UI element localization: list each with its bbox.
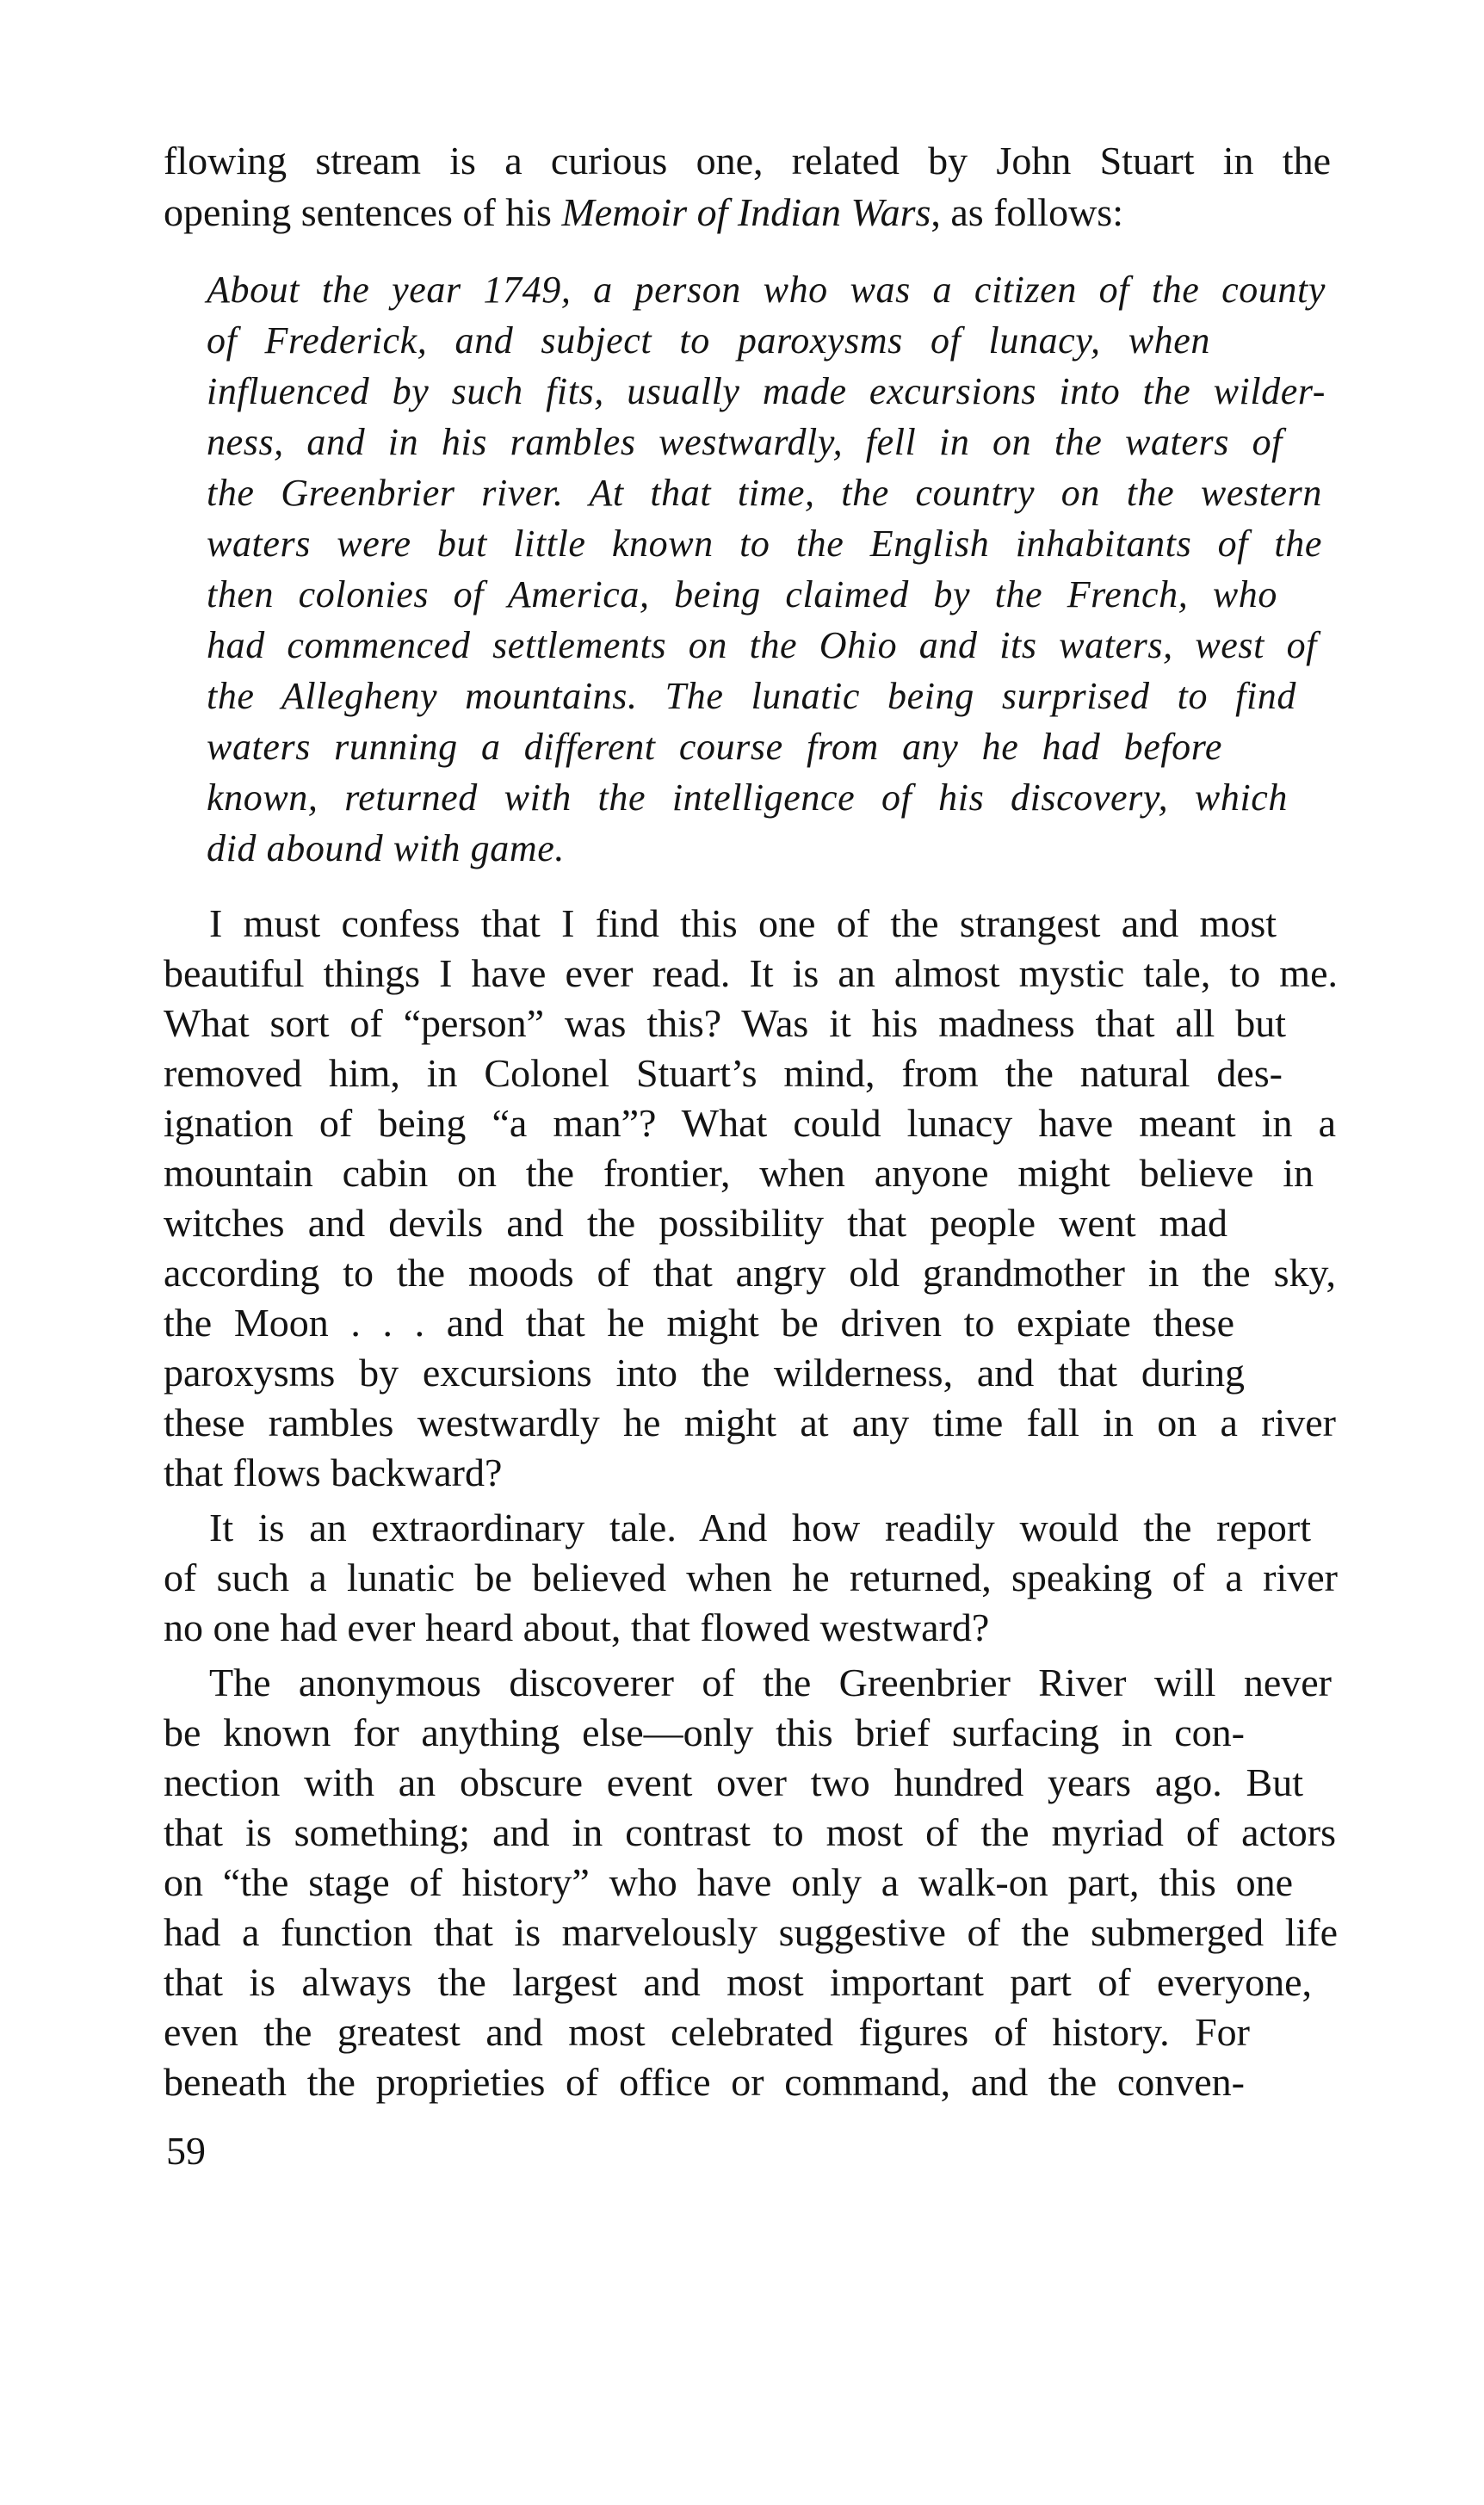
body-text-line: according to the moods of that angry old grandmother in the sky, [164, 1251, 1336, 1295]
quote-line: influenced by such fits, usually made excursions into the wilder- [207, 370, 1326, 412]
body-text-line: I must confess that I find this one of the strangest and most [209, 901, 1277, 945]
body-text-line: mountain cabin on the frontier, when anyone might believe in [164, 1151, 1314, 1195]
body-text-line: ignation of being “a man”? What could lunacy have meant in a [164, 1101, 1336, 1145]
body-text-line: that flows backward? [164, 1450, 503, 1494]
body-text-line: beneath the proprieties of office or command, and the conven- [164, 2060, 1245, 2104]
page-number: 59 [166, 2129, 206, 2173]
body-text-line: paroxysms by excursions into the wilderness, and that during [164, 1351, 1245, 1395]
quote-line: of Frederick, and subject to paroxysms of lunacy, when [207, 319, 1210, 362]
body-text-line: that is something; and in contrast to most of the myriad of actors [164, 1810, 1336, 1854]
body-text-line: of such a lunatic be believed when he returned, speaking of a river [164, 1556, 1338, 1599]
body-text-line: that is always the largest and most important part of everyone, [164, 1960, 1312, 2004]
body-text-line: witches and devils and the possibility that people went mad [164, 1201, 1227, 1245]
quote-line: the Allegheny mountains. The lunatic being surprised to find [207, 675, 1296, 717]
quote-line: ness, and in his rambles westwardly, fell in on the waters of [207, 421, 1283, 463]
body-text-line: The anonymous discoverer of the Greenbrier River will never [209, 1661, 1332, 1704]
body-text-line: It is an extraordinary tale. And how readily would the report [209, 1506, 1311, 1549]
book-title: Memoir of Indian Wars [561, 190, 931, 234]
quote-line: waters were but little known to the English inhabitants of the [207, 523, 1322, 565]
quote-line: then colonies of America, being claimed by the French, who [207, 573, 1277, 615]
body-text-line: the Moon . . . and that he might be driven to expiate these [164, 1301, 1234, 1345]
body-text-line: What sort of “person” was this? Was it his madness that all but [164, 1001, 1286, 1045]
body-text-line: flowing stream is a curious one, related by John Stuart in the [164, 139, 1331, 182]
quote-line: About the year 1749, a person who was a citizen of the county [207, 269, 1326, 311]
body-text-line: no one had ever heard about, that flowed westward? [164, 1605, 990, 1649]
quote-line: had commenced settlements on the Ohio and its waters, west of [207, 624, 1317, 666]
quote-line: did abound with game. [207, 827, 565, 869]
body-text-line: beautiful things I have ever read. It is an almost mystic tale, to me. [164, 951, 1338, 995]
quote-line: known, returned with the intelligence of his discovery, which [207, 776, 1288, 819]
body-text-line: removed him, in Colonel Stuart’s mind, from the natural des- [164, 1051, 1283, 1095]
body-text-line: even the greatest and most celebrated figures of history. For [164, 2010, 1250, 2054]
body-text-line: on “the stage of history” who have only a walk-on part, this one [164, 1860, 1293, 1904]
body-text-line: had a function that is marvelously suggestive of the submerged life [164, 1910, 1338, 1954]
quote-line: waters running a different course from any he had before [207, 726, 1222, 768]
body-text-line: be known for anything else—only this brief surfacing in con- [164, 1710, 1245, 1754]
body-text-line: nection with an obscure event over two hundred years ago. But [164, 1760, 1303, 1804]
body-text-line: these rambles westwardly he might at any time fall in on a river [164, 1401, 1336, 1444]
quote-line: the Greenbrier river. At that time, the country on the western [207, 472, 1322, 514]
body-text-line: opening sentences of his Memoir of Indian Wars, as follows: [164, 190, 1123, 234]
